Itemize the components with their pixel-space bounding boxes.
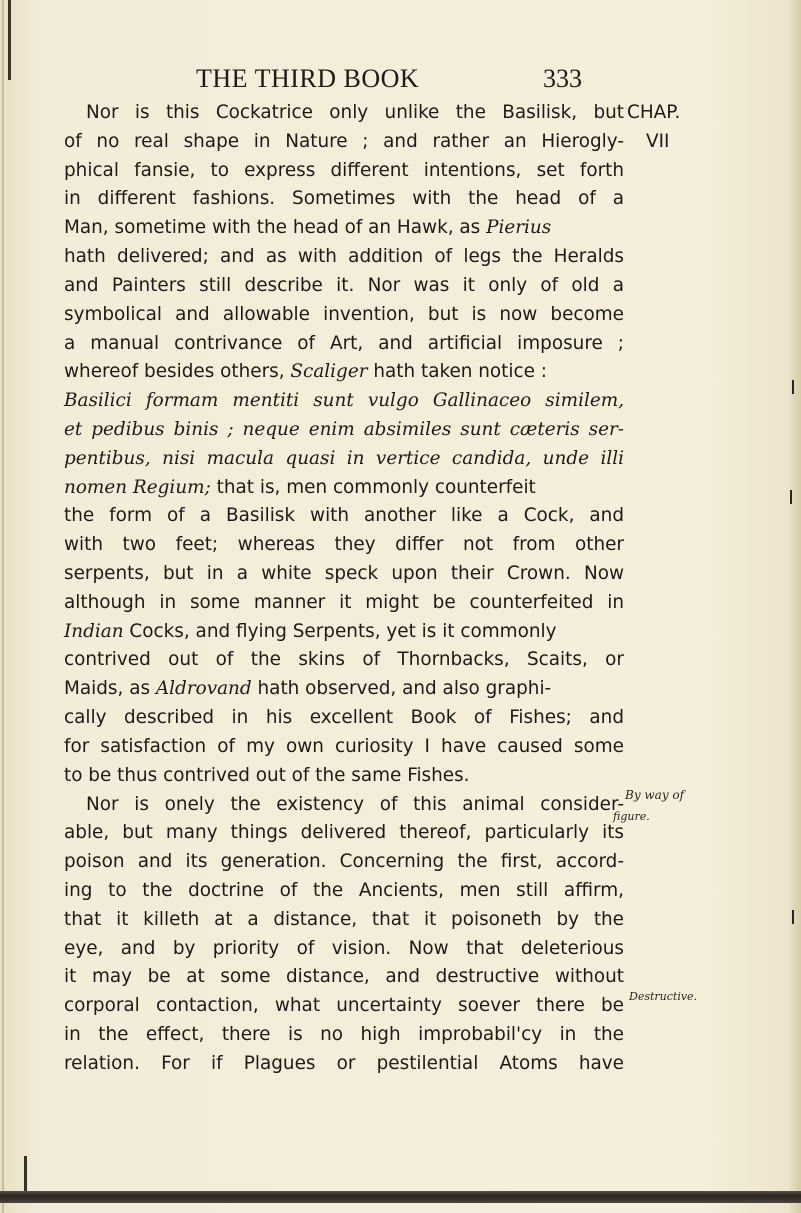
text-line: a manual contrivance of Art, and artificial imposure ; — [64, 332, 624, 354]
text-span: hath taken notice : — [367, 361, 547, 383]
text-line: in different fashions. Sometimes with the head of a — [64, 188, 624, 210]
text-line: serpents, but in a white speck upon their Crown. Now — [64, 563, 624, 584]
binding-mark-bottom — [24, 1156, 27, 1196]
text-line: of no real shape in Nature ; and rather an Hierogly- — [64, 130, 624, 152]
author-name-scaliger: Scaliger — [290, 361, 368, 383]
text-line: relation. For if Plagues or pestilential Atoms have — [64, 1052, 624, 1074]
author-name-pierius: Pierius — [486, 217, 552, 239]
page-right-edge — [790, 0, 801, 1213]
text-line — [64, 474, 624, 503]
text-line: poison and its generation. Concerning the first, accord- — [64, 851, 624, 873]
text-line: in the effect, there is no high improbabil'cy in the — [64, 1024, 624, 1045]
page-edge-rule — [2, 0, 4, 1213]
text-span: whereof besides others, — [64, 361, 291, 383]
latin-quote-end: nomen Regium; — [64, 476, 211, 498]
page-header — [0, 64, 801, 96]
text-line: cally described in his excellent Book of Fishes; and — [64, 707, 624, 729]
running-head: THE THIRD BOOK — [196, 64, 420, 93]
text-line: Nor is onely the existency of this animal consider- — [86, 793, 624, 815]
text-line: eye, and by priority of vision. Now that deleterious — [64, 937, 624, 959]
place-name-indian: Indian — [64, 620, 124, 642]
text-line: and Painters still describe it. Nor was it only of old a — [64, 274, 624, 296]
bottom-shadow-band — [0, 1191, 801, 1203]
text-line: the form of a Basilisk with another like a Cock, and — [64, 505, 624, 527]
text-line: Nor is this Cockatrice only unlike the Basilisk, but — [86, 102, 624, 123]
text-line — [64, 675, 624, 704]
latin-quote-line: Basilici formam mentiti sunt vulgo Gallinaceo similem, — [64, 390, 624, 412]
text-span: Maids, as — [64, 678, 156, 700]
text-line: that it killeth at a distance, that it poisoneth by the — [64, 908, 624, 930]
text-line: for satisfaction of my own curiosity I have caused some — [64, 735, 624, 757]
text-line: contrived out of the skins of Thornbacks, Scaits, or — [64, 649, 624, 671]
author-name-aldrovand: Aldrovand — [155, 678, 252, 700]
text-line: with two feet; whereas they differ not from other — [64, 534, 624, 556]
text-line: hath delivered; and as with addition of legs the Heralds — [64, 246, 624, 268]
text-line — [64, 618, 624, 647]
text-line: phical fansie, to express different intentions, set forth — [64, 159, 624, 181]
text-span: that is, men commonly counterfeit — [210, 476, 536, 498]
text-line: corporal contaction, what uncertainty soever there be — [64, 995, 624, 1017]
text-line: symbolical and allowable invention, but is now become — [64, 303, 624, 325]
text-line: ing to the doctrine of the Ancients, men still affirm, — [64, 879, 624, 901]
body-text — [64, 99, 624, 1079]
text-line — [64, 214, 624, 243]
text-line: although in some manner it might be counterfeited in — [64, 591, 624, 613]
margin-note-destructive: Destructive. — [629, 990, 698, 1003]
text-span: Man, sometime with the head of an Hawk, as — [64, 217, 487, 239]
text-line: to be thus contrived out of the same Fishes. — [64, 764, 470, 786]
text-line: able, but many things delivered thereof, particularly its — [64, 822, 624, 844]
text-span: Cocks, and flying Serpents, yet is it commonly — [123, 620, 557, 642]
margin-note-by-way-of: By way of — [625, 788, 685, 802]
latin-quote-line: et pedibus binis ; neque enim absimiles sunt cæteris ser- — [64, 418, 624, 440]
edge-blemish — [792, 380, 794, 394]
text-span: hath observed, and also graphi- — [251, 678, 552, 700]
page-number: 333 — [543, 64, 582, 93]
text-line: it may be at some distance, and destructive without — [64, 966, 624, 988]
latin-quote-line: pentibus, nisi macula quasi in vertice candida, unde illi — [64, 447, 624, 469]
edge-blemish — [792, 910, 794, 924]
chapter-number: VII — [646, 130, 670, 152]
margin-note-figure: figure. — [613, 810, 650, 823]
text-line — [64, 358, 624, 387]
edge-blemish — [790, 490, 792, 504]
chapter-label: CHAP. — [627, 102, 681, 123]
